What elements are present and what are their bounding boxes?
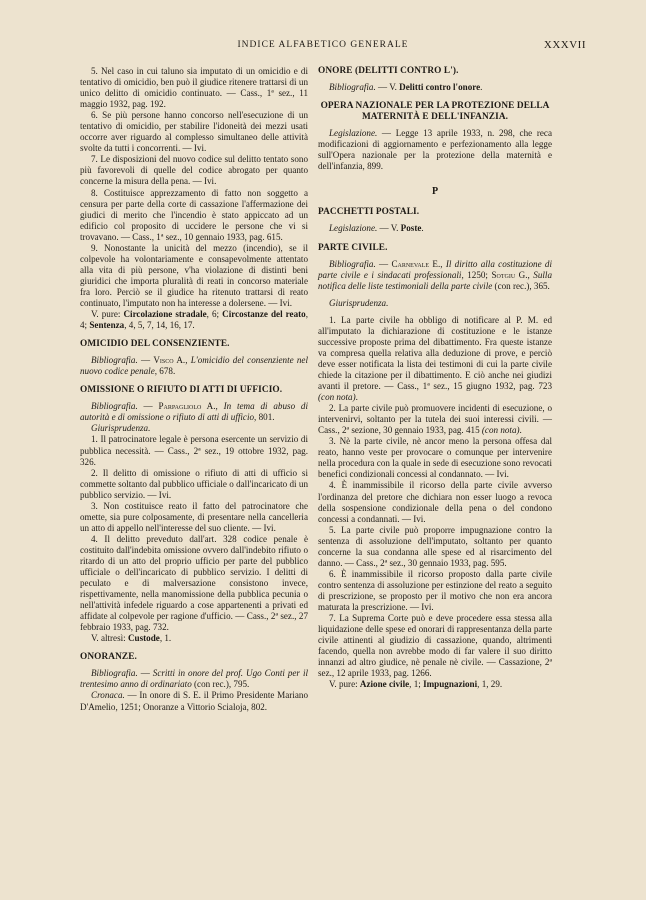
paragraph: 3. Nè la parte civile, nè ancor meno la persona offesa dal reato, hanno veste per provocare o comunque per intervenire nella procedura con la quale in sede di esecuzione sono revocati benefici condizionali concessi al condannato. — Ivi. — [318, 436, 552, 480]
see-also: V. altresì: Custode, 1. — [91, 633, 172, 644]
paragraph: 5. La parte civile può proporre impugnazione contro la sentenza di assoluzione dell'imputato, soltanto per quanto concerne la sua condanna alle spese ed al risarcimento del danno. — Cass., 2ª sez., 30 gennaio 1933, pag. 595. — [318, 524, 552, 568]
paragraph: 2. La parte civile può promuovere incidenti di esecuzione, o intervenirvi, soltanto per la tutela dei suoi interessi civili. — Cass., 2ª sezione, 30 gennaio 1933, pag. 415 (con nota). — [318, 403, 552, 436]
paragraph: 6. Se più persone hanno concorso nell'esecuzione di un tentativo di omicidio, per stabilire l'idoneità dei mezzi usati occorre aver riguardo al complesso simultaneo delle attività svolte da tutti i concorrenti. — Ivi. — [80, 110, 308, 154]
paragraph: 7. La Suprema Corte può e deve procedere essa stessa alla liquidazione delle spese ed onorari di rappresentanza della parte civile attinenti al giudizio di cassazione, quando, altrimenti facendo, quella non avrebbe modo di far valere il suo diritto innanzi ad altro giudice, nè penale nè civile. — Cassazione, 2ª sez., 12 aprile 1933, pag. 1266. — [318, 613, 552, 679]
running-title: INDICE ALFABETICO GENERALE — [237, 40, 409, 50]
paragraph: 8. Costituisce apprezzamento di fatto non soggetto a censura per parte della corte di cassazione l'affermazione dei giudici di merito che l'incendio è stato appiccato ad un edificio col proposito di uccidere le persone che vi si trovavano. — Cass., 1ª sez., 10 gennaio 1933, pag. 615. — [80, 187, 308, 242]
paragraph: 2. Il delitto di omissione o rifiuto di atti di ufficio si commette soltanto dal pubblico ufficiale o dall'incaricato di un pubblico servizio. — Ivi. — [80, 467, 308, 500]
section-heading: OMISSIONE O RIFIUTO DI ATTI DI UFFICIO. — [80, 385, 283, 396]
page-header — [0, 40, 646, 54]
paragraph: 1. Il patrocinatore legale è persona esercente un servizio di pubblica necessità. — Cass., 2ª sez., 19 ottobre 1932, pag. 326. — [80, 434, 308, 467]
section-heading: ONORANZE. — [80, 652, 137, 663]
chronicle: Cronaca. — In onore di S. E. il Primo Presidente Mariano D'Amelio, 1251; Onoranze a Vittorio Scialoja, 802. — [80, 690, 308, 712]
paragraph: 4. È inammissibile il ricorso della parte civile avverso l'ordinanza del pretore che dichiara non esser luogo a revoca della sospensione condizionale della pena o del condono concessi a condannati. — Ivi. — [318, 480, 552, 524]
bibliography: Bibliografia. — Visco A., L'omicidio del consenziente nel nuovo codice penale, 678. — [80, 355, 308, 377]
subheading: Giurisprudenza. — [329, 297, 389, 308]
bibliography: Bibliografia. — Carnevale E., Il diritto alla costituzione di parte civile e i sindacati professionali, 1250; Sotgiu G., Sulla notifica delle liste testimoniali della parte civile (con rec.), 365. — [318, 258, 553, 291]
paragraph: 7. Le disposizioni del nuovo codice sul delitto tentato sono più favorevoli di quelle del codice abrogato per quanto concerne la misura della pena. — Ivi. — [80, 154, 308, 187]
page-number: XXXVII — [543, 39, 586, 51]
section-heading: OPERA NAZIONALE PER LA PROTEZIONE DELLA MATERNITÀ E DELL'INFANZIA. — [320, 101, 550, 123]
section-heading: ONORE (DELITTI CONTRO L'). — [318, 66, 459, 76]
see-also: V. pure: Circolazione stradale, 6; Circostanze del reato, 4; Sentenza, 4, 5, 7, 14, 16, 17. — [80, 309, 308, 331]
section-heading: OMICIDIO DEL CONSENZIENTE. — [80, 339, 230, 350]
left-column — [80, 66, 308, 713]
paragraph: 3. Non costituisce reato il fatto del patrocinatore che omette, sia pure colposamente, di presentare nella cancelleria un atto di appello nell'interesse del suo cliente. — Ivi. — [80, 500, 308, 533]
paragraph: 5. Nel caso in cui taluno sia imputato di un omicidio e di tentativo di omicidio, ben può il giudice ritenere trattarsi di un unico delitto di omicidio continuato. — Cass., 1ª sez., 11 maggio 1932, pag. 192. — [80, 66, 308, 110]
right-column — [318, 66, 552, 690]
subheading: Giurisprudenza. — [91, 423, 151, 434]
bibliography: Bibliografia. — Scritti in onore del prof. Ugo Conti per il trentesimo anno di ordinariato (con rec.), 795. — [80, 668, 309, 690]
paragraph: 4. Il delitto preveduto dall'art. 328 codice penale è costituito dall'indebita omissione ovvero dall'indebito rifiuto o ritardo di un atto del proprio ufficio per parte del pubblico ufficiale o dell'incaricato di pubblico servizio. I delitti di peculato e di malversazione consistono invece, rispettivamente, nella manomissione della pubblica pecunia o nell'attività infedele riguardo a cose appartenenti a privati ed affidate al colpevole per ragione d'ufficio. — Cass., 2ª sez., 27 febbraio 1933, pag. 732. — [80, 533, 308, 633]
legislation: Legislazione. — V. Poste. — [329, 223, 424, 234]
bibliography: Bibliografia. — Parpagliolo A., In tema di abuso di autorità e di omissione o rifiuto di atti di ufficio, 801. — [80, 401, 309, 423]
paragraph: 9. Nonostante la unicità del mezzo (incendio), se il colpevole ha volontariamente e consapevolmente attentato alla vita di più persone, v'ha violazione di distinti beni giuridici che importa pluralità di reati in concorso materiale fra loro. Perciò se il giudice ha ritenuto trattarsi di reato continuato, l'imputato non ha interesse a dolersene. — Ivi. — [80, 242, 308, 308]
section-heading: PARTE CIVILE. — [318, 242, 388, 253]
legislation: Legislazione. — Legge 13 aprile 1933, n. 298, che reca modificazioni di aggiornamento e perfezionamento alla legge sull'Opera nazionale per la protezione della maternità e dell'infanzia, 899. — [318, 128, 552, 172]
paragraph: 1. La parte civile ha obbligo di notificare al P. M. ed all'imputato la dichiarazione di costituzione e le istanze successive proposte prima del dibattimento. Fra queste istanze va compresa quella relativa alla deduzione di prove, e perciò deve esser notificata la lista dei testimoni di cui la parte civile chiede la citazione per il dibattimento. E ciò anche nei giudizi avanti il pretore. — Cass., 1ª sez., 15 giugno 1932, pag. 723 (con nota). — [318, 314, 552, 403]
section-letter: P — [431, 186, 439, 198]
section-heading: PACCHETTI POSTALI. — [318, 207, 420, 218]
paragraph: 6. È inammissibile il ricorso proposto dalla parte civile contro sentenza di assoluzione per estinzione del reato a seguito di prescrizione, se proposto per il motivo che non era ancora maturata la prescrizione. — Ivi. — [318, 568, 552, 612]
bibliography: Bibliografia. — V. Delitti contro l'onore. — [329, 82, 483, 93]
see-also: V. pure: Azione civile, 1; Impugnazioni, 1, 29. — [329, 679, 503, 690]
